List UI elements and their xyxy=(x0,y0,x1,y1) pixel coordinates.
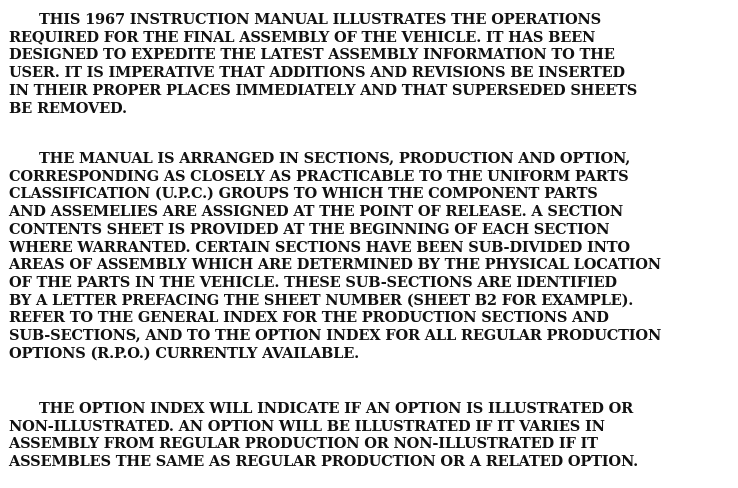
text-line: REFER TO THE GENERAL INDEX FOR THE PRODUCTION SECTIONS AND xyxy=(9,309,609,327)
text-line: CLASSIFICATION (U.P.C.) GROUPS TO WHICH THE COMPONENT PARTS xyxy=(9,185,598,203)
text-line: REQUIRED FOR THE FINAL ASSEMBLY OF THE VEHICLE. IT HAS BEEN xyxy=(9,28,596,46)
paragraph-introduction xyxy=(9,11,637,117)
text-line: CORRESPONDING AS CLOSELY AS PRACTICABLE TO THE UNIFORM PARTS xyxy=(9,167,629,185)
text-line: OPTIONS (R.P.O.) CURRENTLY AVAILABLE. xyxy=(9,344,360,362)
text-line: SUB-SECTIONS, AND TO THE OPTION INDEX FOR ALL REGULAR PRODUCTION xyxy=(9,327,662,345)
text-line: USER. IT IS IMPERATIVE THAT ADDITIONS AND REVISIONS BE INSERTED xyxy=(9,64,625,82)
text-line: ASSEMBLES THE SAME AS REGULAR PRODUCTION OR A RELATED OPTION. xyxy=(9,453,639,471)
text-line: NON-ILLUSTRATED. AN OPTION WILL BE ILLUSTRATED IF IT VARIES IN xyxy=(9,417,605,435)
paragraph-manual-arrangement xyxy=(9,150,661,362)
text-line: BY A LETTER PREFACING THE SHEET NUMBER (SHEET B2 FOR EXAMPLE). xyxy=(9,291,634,309)
text-line: THIS 1967 INSTRUCTION MANUAL ILLUSTRATES THE OPERATIONS xyxy=(39,11,601,28)
text-line: CONTENTS SHEET IS PROVIDED AT THE BEGINNING OF EACH SECTION xyxy=(9,220,610,238)
text-line: BE REMOVED. xyxy=(9,99,127,117)
text-line: WHERE WARRANTED. CERTAIN SECTIONS HAVE BEEN SUB-DIVIDED INTO xyxy=(9,238,630,256)
text-line: AREAS OF ASSEMBLY WHICH ARE DETERMINED BY THE PHYSICAL LOCATION xyxy=(9,256,661,274)
text-line: OF THE PARTS IN THE VEHICLE. THESE SUB-SECTIONS ARE IDENTIFIED xyxy=(9,273,617,291)
text-line: THE MANUAL IS ARRANGED IN SECTIONS, PRODUCTION AND OPTION, xyxy=(39,150,631,167)
text-line: AND ASSEMELIES ARE ASSIGNED AT THE POINT OF RELEASE. A SECTION xyxy=(9,203,624,221)
text-line: IN THEIR PROPER PLACES IMMEDIATELY AND THAT SUPERSEDED SHEETS xyxy=(9,81,638,99)
text-line: ASSEMBLY FROM REGULAR PRODUCTION OR NON-ILLUSTRATED IF IT xyxy=(9,435,598,453)
text-line: THE OPTION INDEX WILL INDICATE IF AN OPTION IS ILLUSTRATED OR xyxy=(39,400,634,417)
text-line: DESIGNED TO EXPEDITE THE LATEST ASSEMBLY INFORMATION TO THE xyxy=(9,46,615,64)
paragraph-option-index xyxy=(9,400,638,471)
